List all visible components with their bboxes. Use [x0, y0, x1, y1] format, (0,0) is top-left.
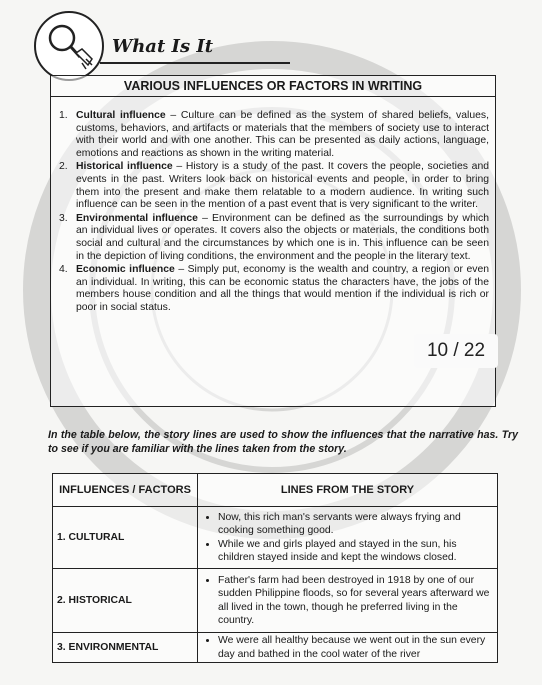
item-number: 4.	[59, 264, 68, 276]
item-text: – History is a study of the past. It covers the people, societies and events in the past. Writers look back on historical events and people, in order to bring them into the present and make them relatable to a modern audience. In writing such influence can be seen in the mention of a past event that is very significant to the writer.	[76, 161, 489, 211]
item-term: Historical influence	[76, 161, 173, 173]
row-label: 3. ENVIRONMENTAL	[53, 633, 198, 663]
item-number: 1.	[59, 110, 68, 121]
item-text: – Culture can be defined as the system of shared beliefs, values, customs, behaviors, and artifacts or materials that the members of society use to interact with their world and with one another. This can be presented as daily actions, language, emotions and reactions as shown in the writing material.	[76, 110, 489, 159]
story-line: • Father's farm had been destroyed in 1918 by one of our sudden Philippine floods, so for several years afterward we all lived in the town, though he preferred living in the country.	[218, 574, 493, 627]
list-item	[59, 264, 489, 314]
row-label: 2. HISTORICAL	[53, 569, 198, 633]
item-text: – Environment can be defined as the surroundings by which an individual lives or operates. It covers also the objects or materials, the conditions both social and cultural and the circumstances by which one is in. This influence can be seen in the depiction of living conditions, the environment and the people in the literary text.	[76, 212, 489, 262]
influences-table	[52, 473, 498, 663]
column-header-lines: LINES FROM THE STORY	[198, 474, 498, 507]
row-label: 1. CULTURAL	[53, 507, 198, 569]
item-text: – Simply put, economy is the wealth and country, a region or even an individual. In writing, this can be economic status the characters have, the jobs of the members house condition and all the things that would mention if the individual is rich or poor in social status.	[76, 264, 490, 313]
header-underline	[100, 62, 290, 64]
table-row	[53, 507, 498, 569]
story-line: • We were all healthy because we went out in the sun every day and bathed in the cool water of the river	[218, 634, 493, 661]
row-lines	[198, 507, 498, 569]
row-lines	[198, 633, 498, 663]
item-term: Environmental influence	[76, 212, 198, 224]
item-number: 3.	[59, 212, 68, 224]
list-item	[59, 213, 489, 263]
table-header-row	[53, 474, 498, 507]
row-lines	[198, 569, 498, 633]
info-box-title: VARIOUS INFLUENCES OR FACTORS IN WRITING	[51, 76, 495, 97]
list-item	[59, 161, 489, 211]
story-line: • While we and girls played and stayed in the sun, his children stayed inside and kept the windows closed.	[218, 538, 493, 565]
table-instruction: In the table below, the story lines are used to show the influences that the narrative has. Try to see if you are familiar with the lines taken from the story.	[48, 429, 518, 455]
table-row	[53, 633, 498, 663]
table-row	[53, 569, 498, 633]
what-is-it-icon-badge	[34, 11, 104, 81]
item-number: 2.	[59, 161, 68, 173]
influences-list	[59, 110, 489, 316]
column-header-influences: INFLUENCES / FACTORS	[53, 474, 198, 507]
section-heading: What Is It	[112, 36, 214, 57]
item-term: Economic influence	[76, 264, 175, 276]
story-line: • Now, this rich man's servants were always frying and cooking something good.	[218, 511, 493, 538]
page-counter-overlay: 10 / 22	[414, 334, 498, 368]
list-item	[59, 110, 489, 160]
item-term: Cultural influence	[76, 110, 166, 121]
magnifying-glass-hand-icon	[42, 19, 96, 73]
